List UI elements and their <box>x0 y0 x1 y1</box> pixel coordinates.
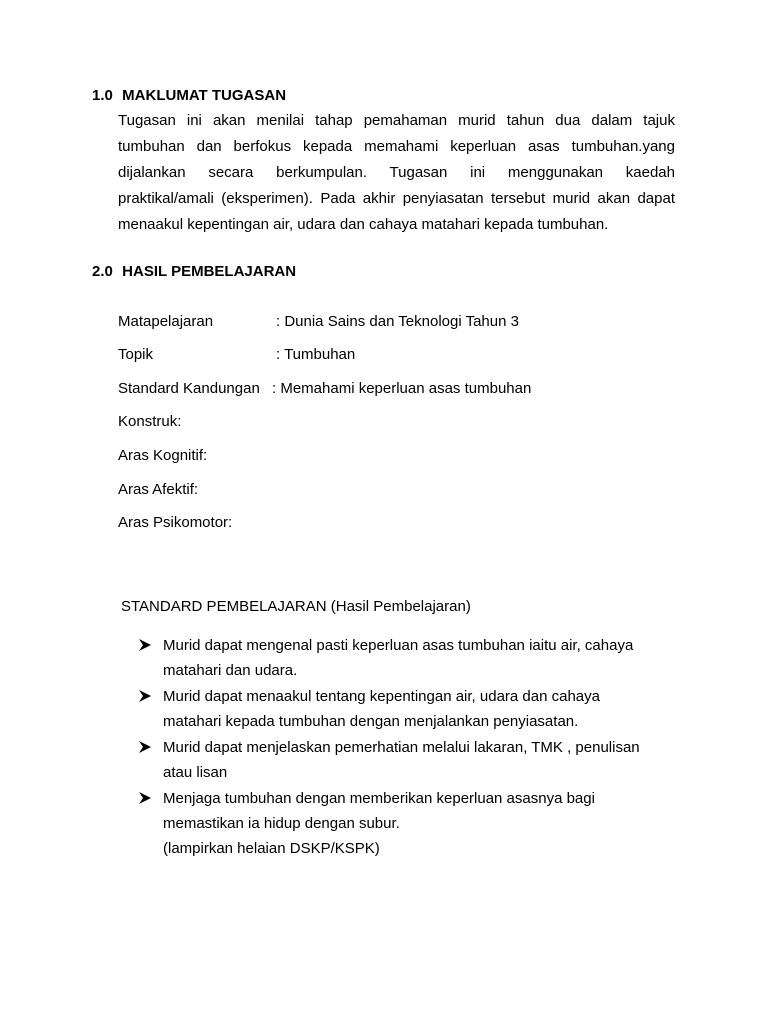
field-value: : Memahami keperluan asas tumbuhan <box>272 380 532 397</box>
standard-bullet-list <box>138 633 640 862</box>
field-topik <box>118 346 356 364</box>
field-matapelajaran <box>118 313 519 331</box>
bullet-line: memastikan ia hidup dengan subur. <box>163 815 400 832</box>
field-label: Aras Kognitif: <box>118 447 208 464</box>
standard-pembelajaran-title: STANDARD PEMBELAJARAN (Hasil Pembelajaran) <box>121 598 471 615</box>
field-konstruk <box>118 413 181 431</box>
bullet-line: matahari kepada tumbuhan dengan menjalankan penyiasatan. <box>163 713 579 730</box>
field-aras-psikomotor <box>118 514 232 532</box>
section-1-paragraph <box>118 108 675 238</box>
section-1-number: 1.0 <box>92 87 113 104</box>
section-2-title: HASIL PEMBELAJARAN <box>122 263 297 280</box>
section-1-heading <box>92 87 286 105</box>
paragraph-line: tumbuhan dan berfokus kepada memahami keperluan asas tumbuhan.yang <box>118 138 675 155</box>
list-item <box>138 786 640 861</box>
section-2-heading <box>92 263 296 281</box>
field-value: : Dunia Sains dan Teknologi Tahun 3 <box>276 313 519 330</box>
arrowhead-bullet-icon <box>138 684 152 709</box>
list-item <box>138 735 640 785</box>
field-label: Konstruk: <box>118 413 182 430</box>
section-1-title: MAKLUMAT TUGASAN <box>122 87 287 104</box>
bullet-line: atau lisan <box>163 764 228 781</box>
section-2-number: 2.0 <box>92 263 113 280</box>
field-label: Standard Kandungan <box>118 380 260 397</box>
bullet-line: Menjaga tumbuhan dengan memberikan keperluan asasnya bagi <box>163 790 595 807</box>
field-label: Aras Afektif: <box>118 481 199 498</box>
bullet-line: Murid dapat mengenal pasti keperluan asas tumbuhan iaitu air, cahaya <box>163 637 634 654</box>
bullet-line: Murid dapat menaakul tentang kepentingan air, udara dan cahaya <box>163 688 600 705</box>
list-item <box>138 684 640 734</box>
bullet-line: matahari dan udara. <box>163 662 298 679</box>
paragraph-line: praktikal/amali (eksperimen). Pada akhir penyiasatan tersebut murid akan dapat <box>118 190 675 207</box>
field-value: : Tumbuhan <box>276 346 356 363</box>
field-standard-kandungan <box>118 380 532 398</box>
list-item <box>138 633 640 683</box>
field-label: Matapelajaran <box>118 313 214 330</box>
arrowhead-bullet-icon <box>138 735 152 760</box>
paragraph-line: Tugasan ini akan menilai tahap pemahaman murid tahun dua dalam tajuk <box>118 112 675 129</box>
arrowhead-bullet-icon <box>138 786 152 811</box>
arrowhead-bullet-icon <box>138 633 152 658</box>
field-aras-kognitif <box>118 447 207 465</box>
paragraph-line: dijalankan secara berkumpulan. Tugasan ini menggunakan kaedah <box>118 164 675 181</box>
field-label: Topik <box>118 346 154 363</box>
attachment-note: (lampirkan helaian DSKP/KSPK) <box>163 840 380 857</box>
bullet-line: Murid dapat menjelaskan pemerhatian melalui lakaran, TMK , penulisan <box>163 739 640 756</box>
paragraph-line: menaakul kepentingan air, udara dan cahaya matahari kepada tumbuhan. <box>118 216 609 233</box>
field-label: Aras Psikomotor: <box>118 514 233 531</box>
field-aras-afektif <box>118 481 198 499</box>
